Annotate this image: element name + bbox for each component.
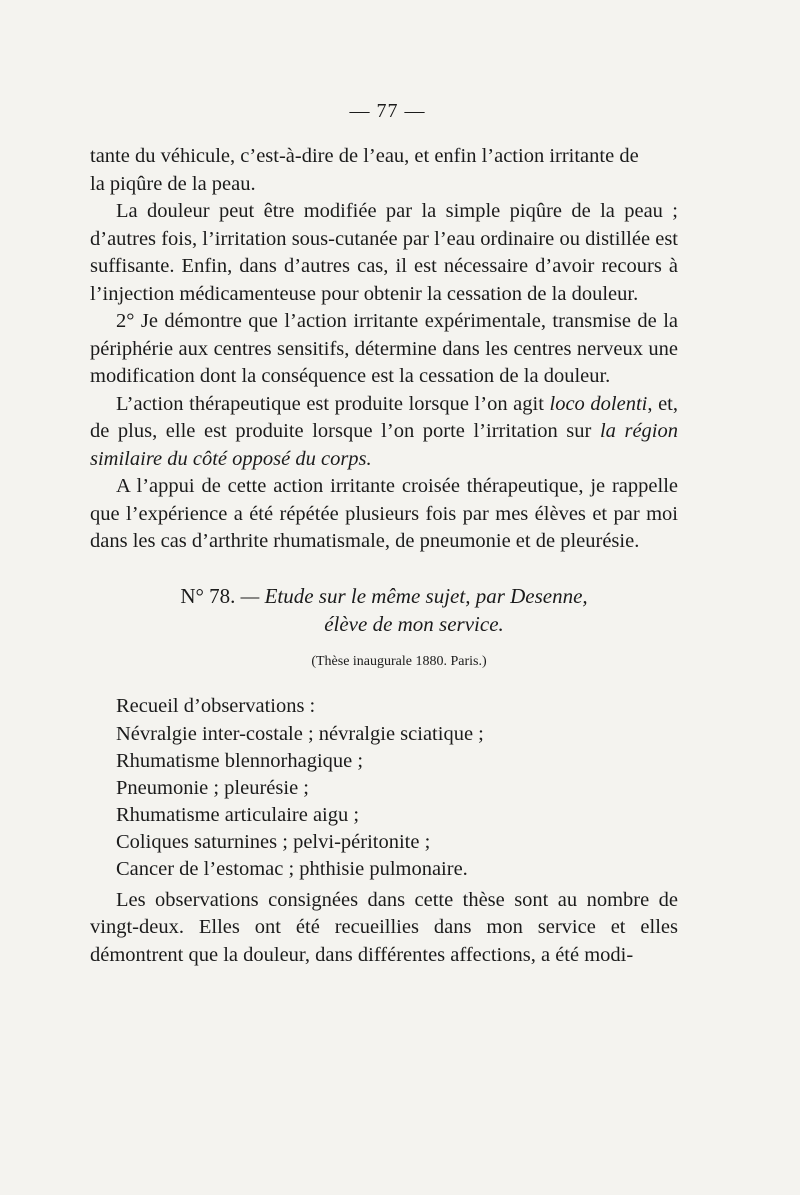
list-item: Rhumatisme articulaire aigu ; (116, 803, 360, 826)
entry-title (90, 582, 678, 638)
observations-list (90, 721, 678, 883)
body-text (90, 143, 678, 969)
entry-title-line2: élève de mon service. (324, 611, 504, 636)
text-b: , et, de plus, elle est produite lorsque l’on porte l’irritation sur (90, 392, 679, 442)
line-1: tante du véhicule, c’est-à-dire de l’eau, et enfin l’action irritante de (90, 145, 639, 167)
list-item: Cancer de l’estomac ; phthisie pulmonaire. (116, 857, 468, 880)
page-number: — 77 — (349, 100, 426, 122)
paragraph-douleur: La douleur peut être modifiée par la simple piqûre de la peau ; d’autres fois, l’irritation sous-cutanée par l’eau ordinaire ou distillée est suffisante. Enfin, dans d’autres cas, il est nécessaire d’avoir recours à l’injection médicamenteuse pour obtenir la cessation de la douleur. (90, 200, 678, 305)
entry-number: N° 78. (180, 583, 236, 608)
text-a: L’action thérapeutique est produite lorsque l’on agit (116, 392, 550, 415)
list-item: Névralgie inter-costale ; névralgie sciatique ; (116, 722, 484, 745)
paragraph-action-therapeutique (90, 391, 678, 474)
paragraph-appui: A l’appui de cette action irritante croisée thérapeutique, je rappelle que l’expérience a été répétée plusieurs fois par mes élèves et par moi dans les cas d’arthrite rhumatismale, de pneumonie et de pleurésie. (90, 475, 678, 552)
list-item: Pneumonie ; pleurésie ; (116, 776, 309, 799)
emphasis-loco-dolenti: loco dolenti (549, 392, 648, 415)
emphasis-region-similaire: la région similaire du côté opposé du corps. (90, 420, 679, 470)
observations-heading: Recueil d’observations : (116, 695, 316, 717)
line-2: la piqûre de la peau. (90, 172, 256, 195)
paragraph-conclusion: Les observations consignées dans cette thèse sont au nombre de vingt-deux. Elles ont été recueillies dans mon service et elles démontrent que la douleur, dans différentes affections, a été modi- (90, 888, 678, 966)
list-item: Coliques saturnines ; pelvi-péritonite ; (116, 830, 431, 853)
list-item: Rhumatisme blennorhagique ; (116, 749, 364, 772)
paragraph-continuation (90, 143, 678, 198)
paragraph-demonstration: 2° Je démontre que l’action irritante expérimentale, transmise de la périphérie aux centres sensitifs, détermine dans les centres nerveux une modification dont la conséquence est la cessation de la douleur. (90, 310, 678, 387)
entry-title-line1: — Etude sur le même sujet, par Desenne, (235, 583, 588, 608)
entry-source: (Thèse inaugurale 1880. Paris.) (311, 653, 487, 669)
